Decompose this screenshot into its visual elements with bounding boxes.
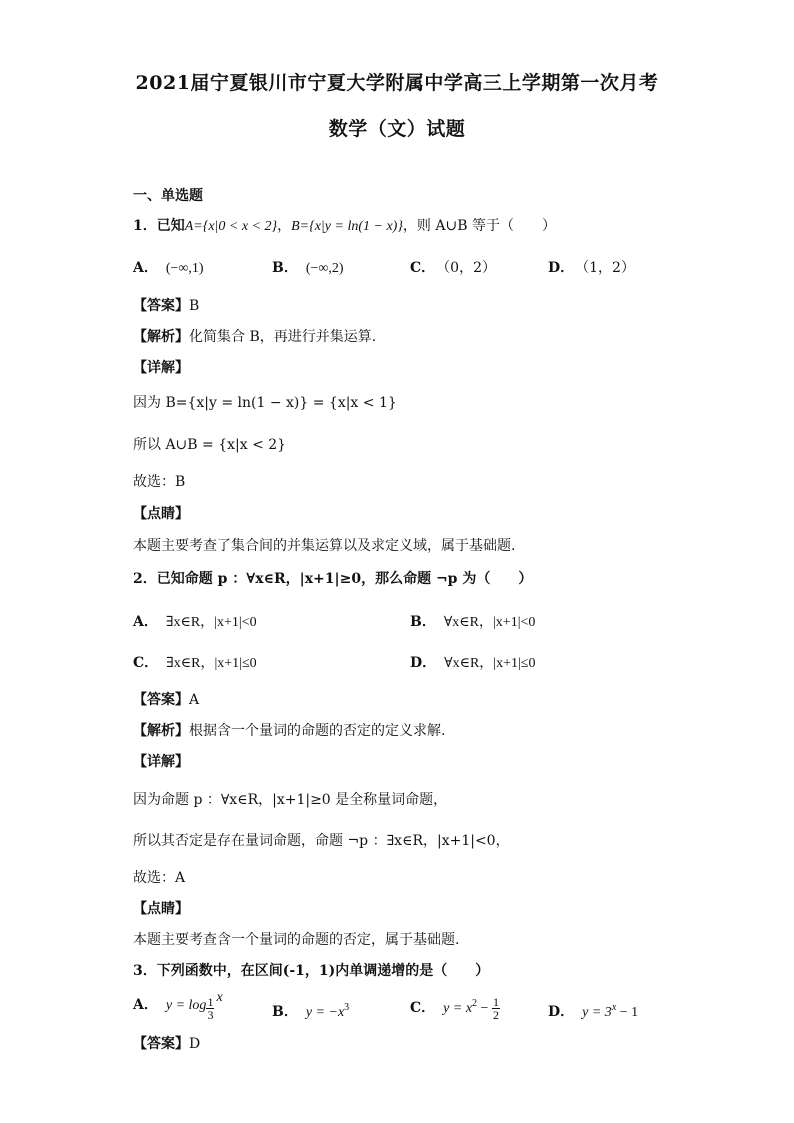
q2-comment: 本题主要考查含一个量词的命题的否定，属于基础题.: [133, 932, 460, 948]
q1-stem: [133, 216, 556, 237]
q1-comment-heading: 【点睛】: [133, 506, 189, 522]
q3-log-base: $\frac{1}{3}$: [207, 995, 214, 1022]
q3-answer: 【答案】D: [133, 1036, 201, 1052]
q1-detail-line-2: 所以 A∪B = {x|x < 2}: [133, 437, 287, 453]
title-line-1: 2021届宁夏银川市宁夏大学附属中学高三上学期第一次月考: [135, 72, 659, 94]
q2-answer: 【答案】A: [133, 692, 200, 708]
q1-option-d[interactable]: D． （1，2）: [548, 260, 635, 276]
q1-detail-line-1: 因为 B={x|y = ln(1 − x)} = {x|x < 1}: [133, 395, 397, 411]
q1-suffix: ，则 A∪B 等于（ ）: [402, 218, 556, 234]
q1-set-b: B={x|y = ln(1 − x)}: [291, 219, 403, 234]
title-line-2: 数学（文）试题: [328, 118, 466, 140]
q1-comment: 本题主要考查了集合间的并集运算以及求定义域，属于基础题.: [133, 538, 516, 554]
q3-option-d[interactable]: D． $y = 3^x - 1$: [548, 1002, 639, 1020]
q2-detail-line-1: 因为命题 p ：∀x∈R，|x+1|≥0 是全称量词命题，: [133, 792, 448, 808]
section-heading: 一、单选题: [133, 188, 203, 204]
q1-prefix: 1．已知: [133, 218, 185, 234]
q2-option-c[interactable]: C． ∃x∈R，|x+1|≤0: [133, 655, 257, 671]
q2-comment-heading: 【点睛】: [133, 901, 189, 917]
q1-option-a[interactable]: A． (−∞,1): [133, 260, 204, 276]
q2-detail-heading: 【详解】: [133, 754, 189, 770]
q1-option-b[interactable]: B． (−∞,2): [272, 260, 344, 276]
q1-option-c[interactable]: C． （0，2）: [410, 260, 496, 276]
q1-sep: ，: [277, 218, 292, 234]
q1-answer: 【答案】B: [133, 298, 200, 314]
q1-detail-heading: 【详解】: [133, 360, 189, 376]
q2-option-b[interactable]: B． ∀x∈R，|x+1|<0: [410, 614, 536, 630]
q2-option-a[interactable]: A． ∃x∈R，|x+1|<0: [133, 614, 257, 630]
q3-option-b[interactable]: B． $y = -x^3$: [272, 1002, 350, 1020]
q1-analysis: 【解析】化简集合 B，再进行并集运算.: [133, 329, 377, 345]
q3-stem: 3．下列函数中，在区间(-1，1)内单调递增的是（ ）: [133, 963, 490, 979]
q3-option-a[interactable]: A． y = log $\frac{1}{3}$ x: [133, 990, 223, 1022]
q2-detail-line-2: 所以其否定是存在量词命题，命题 ¬p ：∃x∈R，|x+1|<0，: [133, 833, 510, 849]
q3-option-c[interactable]: C． $y = x^2$ − $\frac{1}{2}$: [410, 994, 499, 1022]
q2-stem: 2．已知命题 p ：∀x∈R，|x+1|≥0，那么命题 ¬p 为（ ）: [133, 571, 533, 587]
q1-choose: 故选：B: [133, 474, 186, 490]
q2-option-d[interactable]: D． ∀x∈R，|x+1|≤0: [410, 655, 536, 671]
q2-analysis: 【解析】根据含一个量词的命题的否定的定义求解.: [133, 723, 446, 739]
q3-half-fraction: $\frac{1}{2}$: [492, 994, 499, 1022]
q1-set-a: A={x|0 < x < 2}: [184, 219, 278, 234]
q2-choose: 故选：A: [133, 870, 186, 886]
